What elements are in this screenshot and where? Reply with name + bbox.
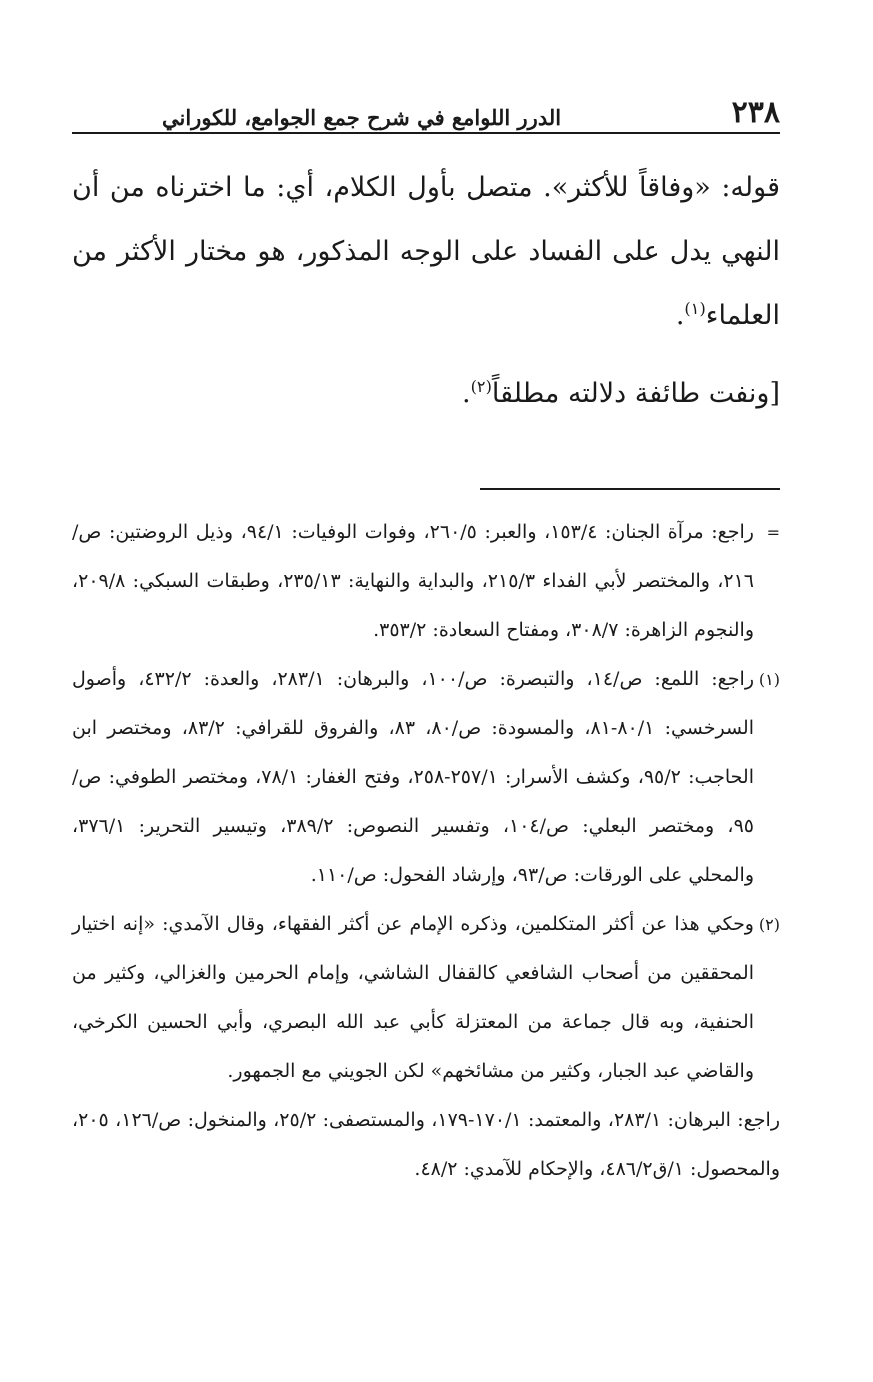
running-header <box>72 88 780 134</box>
book-title: الدرر اللوامع في شرح جمع الجوامع، للكوراني <box>162 105 562 130</box>
quoted-matn-end: . <box>461 378 471 409</box>
commentary-text: قوله: «وفاقاً للأكثر». متصل بأول الكلام، أي: ما اخترناه من أن النهي يدل على الفساد على الوجه المذكور، هو مختار الأكثر من العلماء <box>72 172 780 331</box>
commentary-end: . <box>675 300 685 331</box>
footnote-continued <box>72 508 780 655</box>
quoted-matn-text: [ونفت طائفة دلالته مطلقاً <box>491 378 780 409</box>
footnote-1-text: راجع: اللمع: ص/١٤، والتبصرة: ص/١٠٠، والبرهان: ٢٨٣/١، والعدة: ٤٣٢/٢، وأصول السرخسي: ٨٠/١-٨١، والمسودة: ص/٨٠، ٨٣، والفروق للقرافي: ٨٣/٢، ومختصر ابن الحاجب: ٩٥/٢، وكشف الأسرار: ٢٥٧/١-٢٥٨، وفتح الغفار: ٧٨/١، ومختصر الطوفي: ص/٩٥، ومختصر البعلي: ص/١٠٤، وتفسير النصوص: ٣٨٩/٢، وتيسير التحرير: ٣٧٦/١، والمحلي على الورقات: ص/٩٣، وإرشاد الفحول: ص/١١٠. <box>72 668 755 886</box>
footnote-continued-text: راجع: مرآة الجنان: ١٥٣/٤، والعبر: ٢٦٠/٥، وفوات الوفيات: ٩٤/١، وذيل الروضتين: ص/٢١٦، والمختصر لأبي الفداء ٢١٥/٣، والبداية والنهاية: ٢٣٥/١٣، وطبقات السبكي: ٢٠٩/٨، والنجوم الزاهرة: ٣٠٨/٧، ومفتاح السعادة: ٣٥٣/٢. <box>72 521 754 641</box>
footnote-2-references: راجع: البرهان: ٢٨٣/١، والمعتمد: ١٧٠/١-١٧٩، والمستصفى: ٢٥/٢، والمنخول: ص/١٢٦، ٢٠٥، والمحصول: ١/ق٤٨٦/٢، والإحكام للآمدي: ٤٨/٢. <box>72 1109 780 1180</box>
footnote-2-marker: (٢) <box>758 915 780 934</box>
quoted-matn <box>72 362 780 426</box>
footnote-ref-1: (١) <box>684 299 706 318</box>
page-number: ٢٣٨ <box>731 95 780 130</box>
footnote-2 <box>72 900 780 1096</box>
footnote-1-marker: (١) <box>758 670 780 689</box>
footnote-1 <box>72 655 780 900</box>
footnote-ref-2: (٢) <box>470 377 492 396</box>
footnote-2-text: وحكي هذا عن أكثر المتكلمين، وذكره الإمام عن أكثر الفقهاء، وقال الآمدي: «إنه اختيار المحققين من أصحاب الشافعي كالقفال الشاشي، وإمام الحرمين والغزالي، وكثير من الحنفية، وبه قال جماعة من المعتزلة كأبي عبد الله البصري، وأبي الحسين الكرخي، والقاضي عبد الجبار، وكثير من مشائخهم» لكن الجويني مع الجمهور. <box>72 913 754 1082</box>
page-content <box>72 88 780 1194</box>
footnotes <box>72 508 780 1194</box>
commentary-paragraph <box>72 156 780 348</box>
footnote-divider <box>480 488 780 490</box>
footnote-continued-marker: = <box>766 523 780 542</box>
main-text <box>72 156 780 348</box>
